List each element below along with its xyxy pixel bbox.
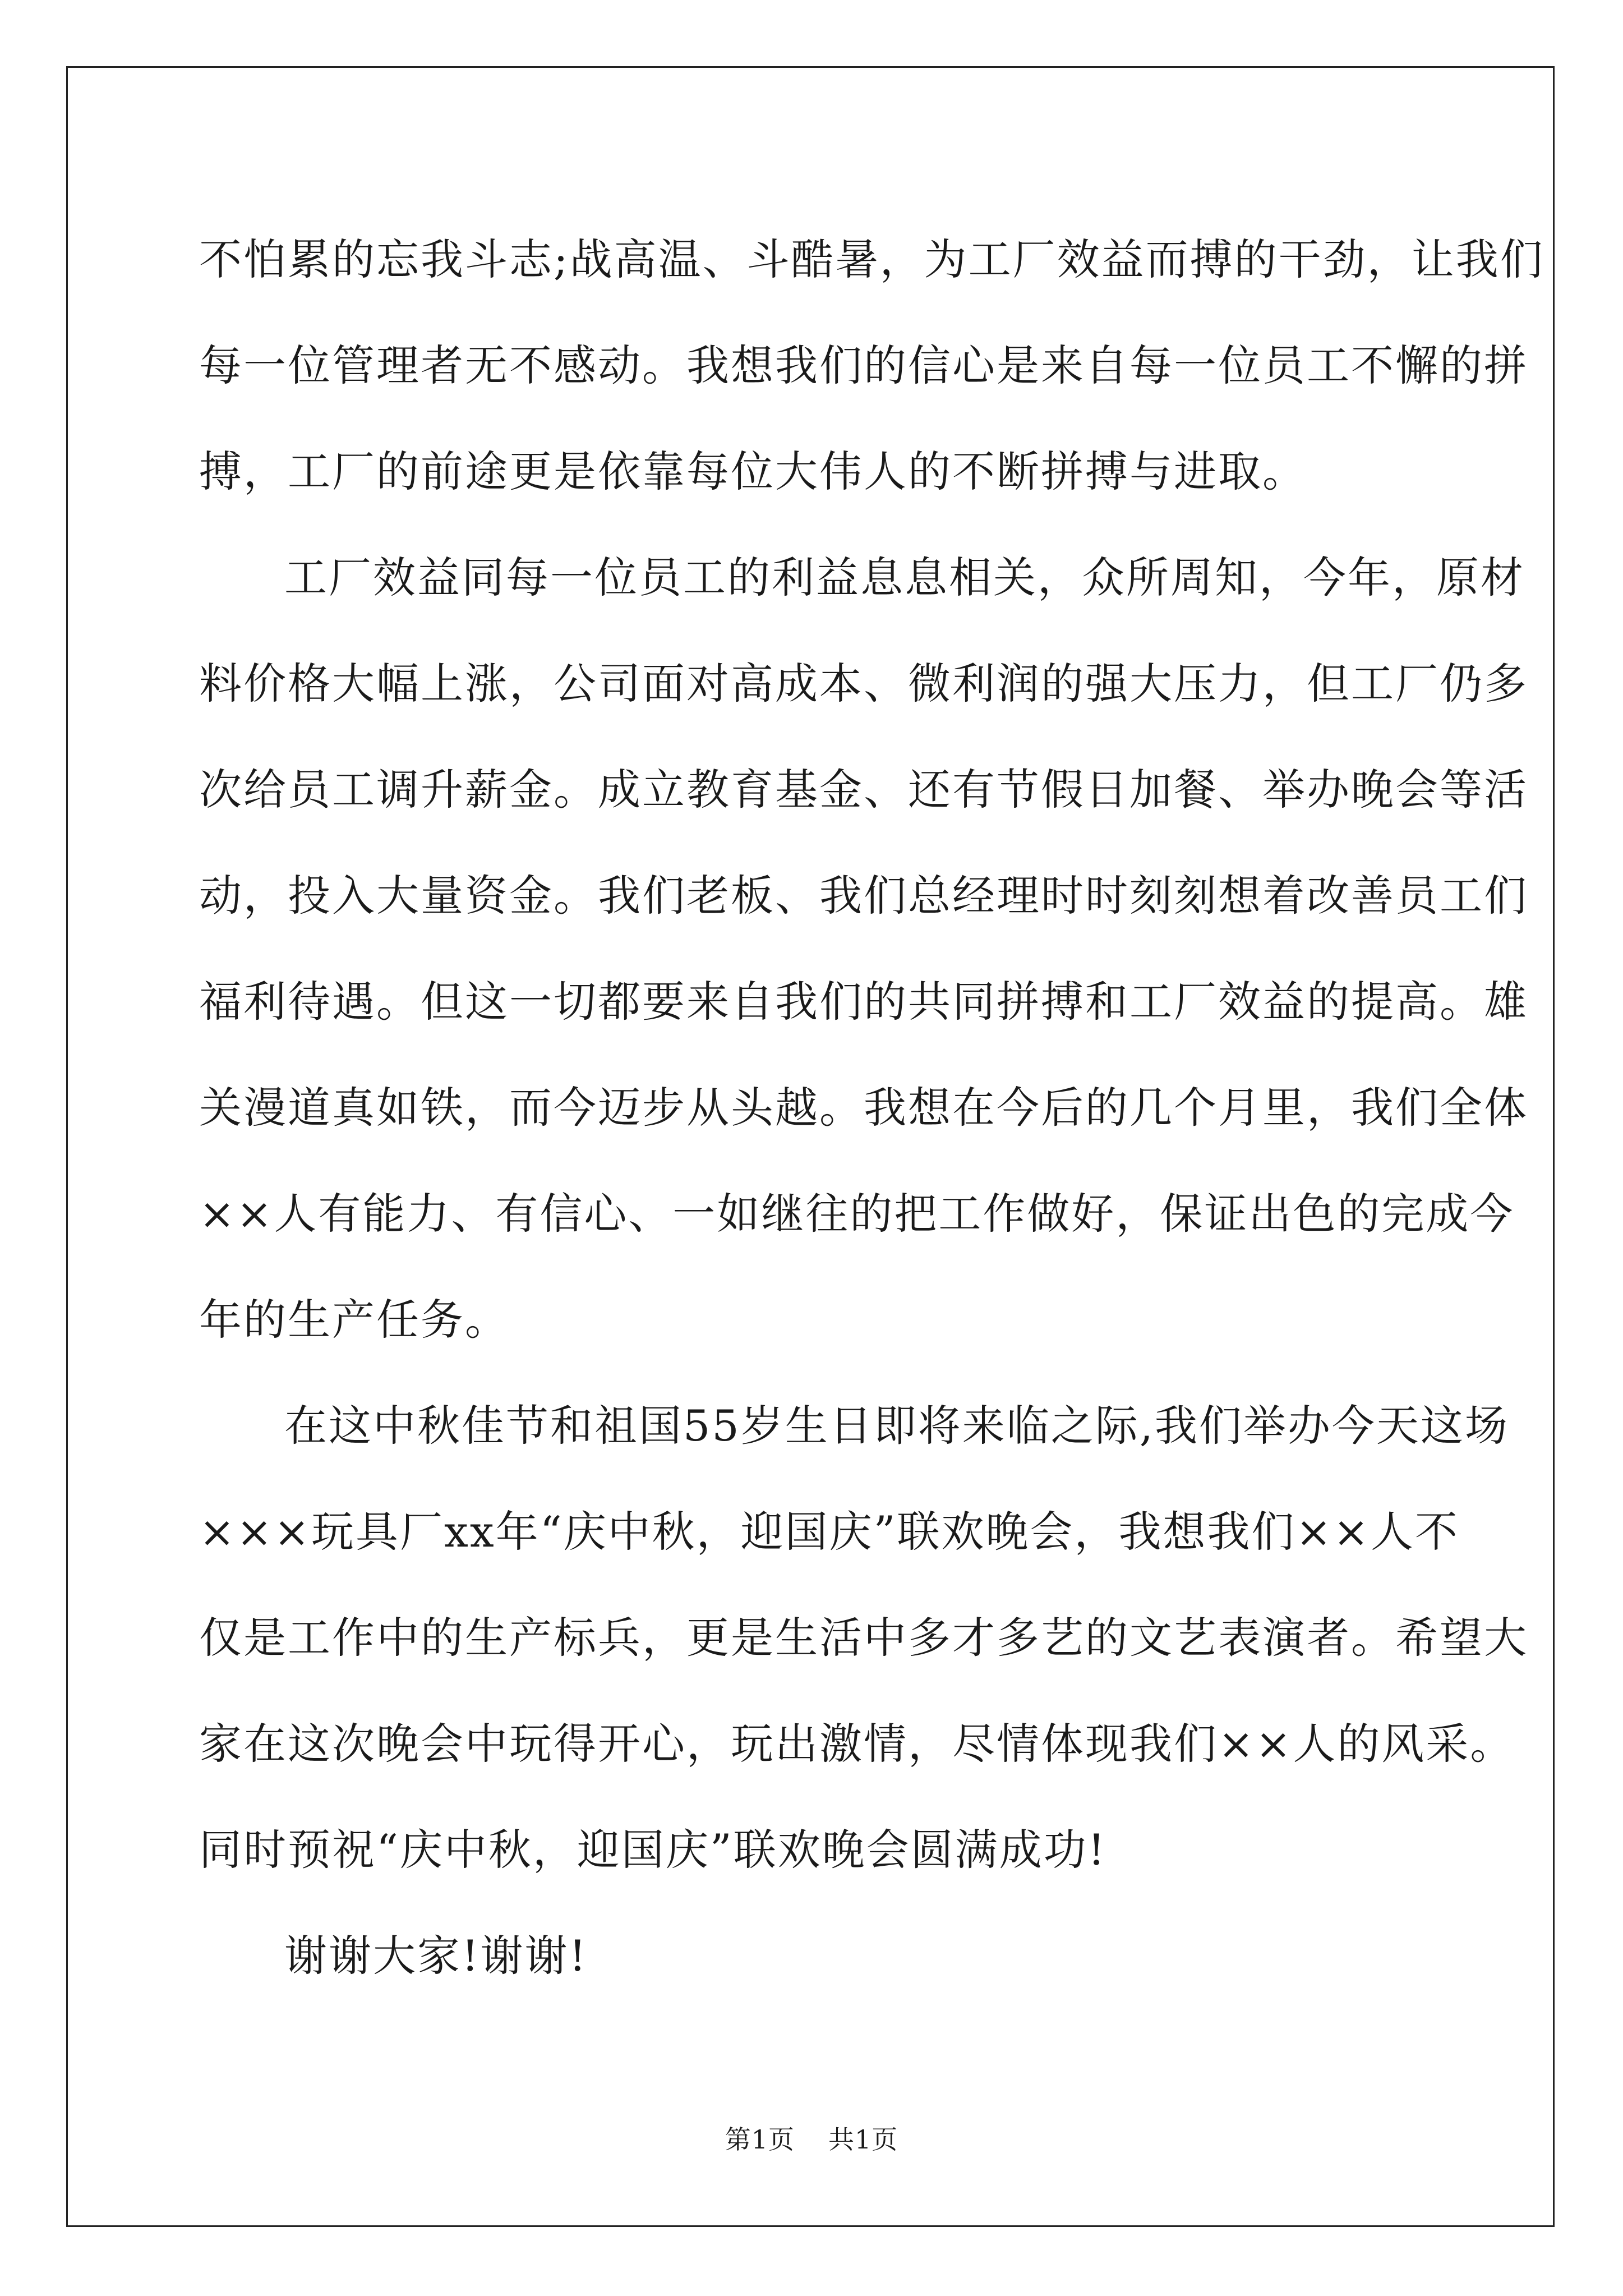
text-line: 料价格大幅上涨，公司面对高成本、微利润的强大压力，但工厂仍多 xyxy=(199,659,1528,708)
text-line: 次给员工调升薪金。成立教育基金、还有节假日加餐、举办晚会等活 xyxy=(199,765,1528,815)
page-footer xyxy=(0,2119,1623,2156)
text-line: 每一位管理者无不感动。我想我们的信心是来自每一位员工不懈的拼 xyxy=(199,341,1528,390)
text-line: 不怕累的忘我斗志;战高温、斗酷暑，为工厂效益而搏的干劲，让我们 xyxy=(199,234,1544,284)
text-line: 同时预祝“庆中秋，迎国庆”联欢晚会圆满成功! xyxy=(199,1825,1107,1875)
text-line: 家在这次晚会中玩得开心，玩出激情，尽情体现我们××人的风采。 xyxy=(199,1719,1515,1769)
text-line: 谢谢大家!谢谢! xyxy=(284,1931,588,1981)
text-line: 搏，工厂的前途更是依靠每位大伟人的不断拼搏与进取。 xyxy=(199,447,1307,496)
text-line: 年的生产任务。 xyxy=(199,1295,509,1345)
text-line: 关漫道真如铁，而今迈步从头越。我想在今后的几个月里，我们全体 xyxy=(199,1083,1528,1133)
text-line: 福利待遇。但这一切都要来自我们的共同拼搏和工厂效益的提高。雄 xyxy=(199,977,1528,1027)
text-line: 动，投入大量资金。我们老板、我们总经理时时刻刻想着改善员工们 xyxy=(199,871,1528,921)
text-line: 工厂效益同每一位员工的利益息息相关，众所周知，今年，原材 xyxy=(284,553,1525,602)
text-line: ××人有能力、有信心、一如继往的把工作做好，保证出色的完成今 xyxy=(199,1189,1515,1239)
text-line: ×××玩具厂xx年“庆中秋，迎国庆”联欢晚会，我想我们××人不 xyxy=(199,1507,1459,1557)
page-number-total: 共1页 xyxy=(828,2124,898,2155)
text-line: 仅是工作中的生产标兵，更是生活中多才多艺的文艺表演者。希望大 xyxy=(199,1613,1528,1663)
page-number-current: 第1页 xyxy=(725,2124,795,2155)
document-body xyxy=(199,206,1544,2009)
text-line: 在这中秋佳节和祖国55岁生日即将来临之际,我们举办今天这场 xyxy=(284,1401,1509,1451)
